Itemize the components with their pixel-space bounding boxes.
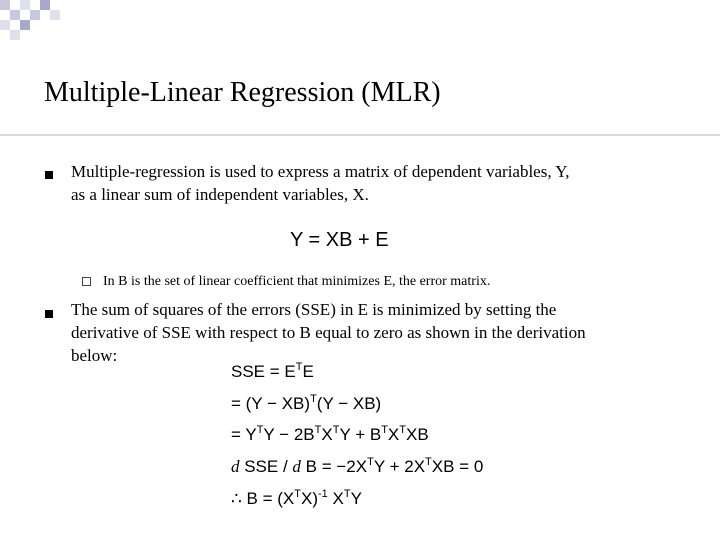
deriv-4-d2: d [292, 457, 301, 476]
bullet-text-1 [71, 160, 570, 206]
bullet-text-2 [71, 298, 586, 367]
deriv-5-c: X [327, 489, 344, 508]
deriv-5-sup2: -1 [318, 488, 328, 500]
deriv-3-e: X [387, 425, 400, 444]
deriv-4-e: XB = 0 [431, 457, 484, 476]
deriv-1-a: SSE = E [231, 362, 296, 381]
derivation-line-2 [231, 394, 381, 414]
deriv-3-sup2: T [314, 424, 322, 436]
slide-title: Multiple-Linear Regression (MLR) [44, 77, 441, 108]
deriv-2-a: = (Y − XB) [231, 394, 311, 413]
title-divider [0, 134, 720, 136]
deriv-1-b: E [302, 362, 314, 381]
corner-decoration [0, 0, 64, 44]
bullet-marker-1 [45, 171, 53, 179]
deriv-3-sup3: T [332, 424, 340, 436]
deriv-5-b: X) [301, 489, 318, 508]
derivation-line-3 [231, 425, 429, 445]
deriv-4-a: SSE / [239, 457, 293, 476]
deriv-3-sup1: T [256, 424, 264, 436]
derivation-line-1 [231, 362, 314, 382]
deriv-3-sup4: T [381, 424, 388, 436]
deriv-3-a: = Y [231, 425, 257, 444]
deriv-3-d: Y + B [339, 425, 382, 444]
deriv-4-sup2: T [425, 456, 432, 468]
bullet-1-line-2: as a linear sum of independent variables, X. [71, 185, 369, 204]
bullet-2-line-1: The sum of squares of the errors (SSE) in E is minimized by setting the [71, 300, 557, 319]
deriv-3-c: X [321, 425, 333, 444]
derivation-line-4 [231, 457, 483, 477]
sub-bullet-text: In B is the set of linear coefficient that minimizes E, the error matrix. [103, 274, 491, 289]
deriv-5-d: Y [350, 489, 362, 508]
deriv-5-sup1: T [294, 488, 301, 500]
deriv-1-sup: T [295, 361, 303, 373]
deriv-4-c: Y + 2X [373, 457, 426, 476]
deriv-5-sup3: T [343, 488, 351, 500]
bullet-2-line-2: derivative of SSE with respect to B equal to zero as shown in the derivation [71, 323, 586, 342]
sub-bullet-marker [82, 277, 91, 286]
deriv-5-a: ∴ B = (X [231, 489, 295, 508]
deriv-4-b: B = −2X [300, 457, 368, 476]
deriv-4-sup1: T [367, 456, 374, 468]
bullet-marker-2 [45, 310, 53, 318]
deriv-3-b: Y − 2B [263, 425, 315, 444]
bullet-2-line-3: below: [71, 346, 118, 365]
derivation-line-5 [231, 489, 362, 509]
main-equation: Y = XB + E [290, 229, 389, 251]
deriv-4-d1: d [231, 457, 240, 476]
deriv-2-b: (Y − XB) [316, 394, 382, 413]
deriv-3-f: XB [406, 425, 429, 444]
deriv-3-sup5: T [399, 424, 406, 436]
deriv-2-sup: T [310, 393, 317, 405]
bullet-1-line-1: Multiple-regression is used to express a matrix of dependent variables, Y, [71, 162, 570, 181]
